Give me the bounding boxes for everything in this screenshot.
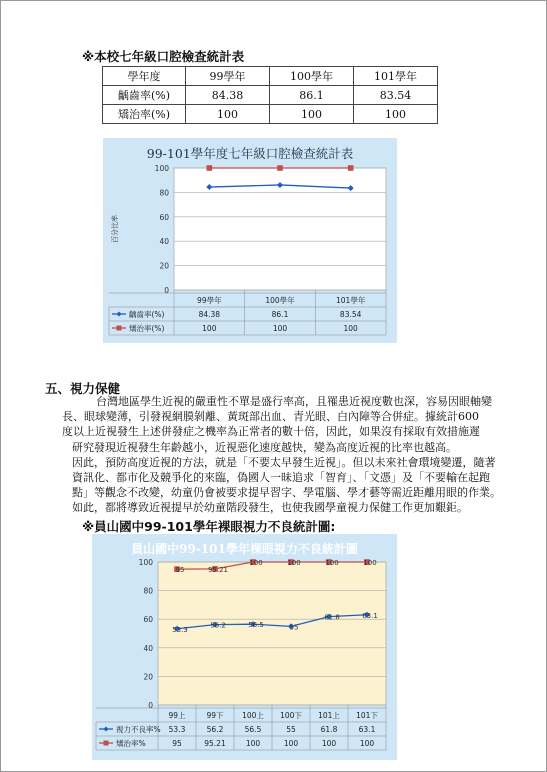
table-value: 63.1 [358, 725, 376, 734]
paragraph-line: 如此，都將導致近視提早於幼童階段發生，也使我國學童視力保健工作更加艱鉅。 [72, 501, 468, 515]
paragraph-line: 度以上近視發生上述併發症之機率為正常者的數十倍，因此，如果沒有採取有效措施遲 [62, 425, 480, 439]
data-label: 56.2 [210, 621, 226, 630]
data-label: 53.3 [172, 625, 188, 634]
x-tick-label: 99學年 [197, 296, 222, 305]
y-axis-label: 百分比率 [111, 215, 119, 243]
x-tick-label: 101學年 [336, 296, 366, 305]
table-cell: 83.54 [354, 86, 438, 105]
table-value: 100 [272, 324, 288, 333]
table-row [103, 105, 438, 124]
oral-exam-table [102, 66, 438, 124]
data-label: 100 [249, 559, 263, 567]
y-tick-label: 60 [159, 212, 169, 222]
data-label: 61.8 [324, 613, 340, 622]
table-value: 86.1 [271, 310, 289, 319]
table-value: 56.2 [206, 725, 224, 734]
table-value: 56.5 [244, 725, 262, 734]
oral-exam-chart-svg [103, 138, 397, 343]
legend-marker [104, 727, 109, 732]
table-value: 100 [283, 739, 299, 748]
y-tick-label: 40 [143, 643, 153, 653]
y-tick-label: 0 [148, 701, 153, 710]
table-value: 61.8 [320, 725, 338, 734]
table-header-cell: 99學年 [186, 67, 270, 86]
section-title: 五、視力保健 [45, 381, 121, 396]
table-value: 95 [172, 739, 182, 748]
vision-paragraph [62, 394, 524, 516]
table-row-label: 矯治率(%) [103, 105, 186, 124]
table-value: 100 [245, 739, 261, 748]
y-tick-label: 100 [138, 558, 153, 567]
paragraph-line: 台灣地區學生近視的嚴重性不單是盛行率高，且罹患近視度數也深，容易因眼軸變 [96, 395, 492, 408]
data-label: 63.1 [362, 611, 378, 620]
x-tick-label: 101上 [318, 711, 340, 720]
data-point [277, 165, 283, 171]
table-cell: 100 [186, 105, 270, 124]
legend-label: 視力不良率% [116, 725, 161, 734]
paragraph-line: 長、眼球變薄，引發視網膜剝離、黃斑部出血、青光眼、白內障等合併症。據統計600 [62, 410, 479, 424]
table-cell: 84.38 [186, 86, 270, 105]
table-value: 84.38 [198, 310, 221, 319]
x-tick-label: 99下 [206, 711, 224, 720]
legend-label: 齲齒率(%) [129, 310, 165, 319]
paragraph-line: 資訊化、都市化及競爭化的來臨，偽國人一昧追求「智育」、「文憑」及「不要輸在起跑 [72, 471, 490, 485]
vision-chart-heading: ※員山國中99-101學年裸眼視力不良統計圖: [82, 519, 336, 534]
data-label: 55 [289, 623, 299, 632]
x-tick-label: 100學年 [265, 296, 295, 305]
table-value: 100 [202, 324, 217, 333]
y-tick-label: 80 [159, 188, 169, 198]
data-label: 95.21 [207, 565, 229, 574]
data-point [207, 165, 213, 171]
y-tick-label: 100 [154, 164, 169, 173]
y-tick-label: 20 [143, 672, 153, 682]
table-value: 83.54 [339, 310, 362, 319]
chart-title: 99-101學年度七年級口腔檢查統計表 [146, 146, 354, 161]
table-value: 53.3 [168, 725, 186, 734]
table-value: 100 [343, 324, 358, 333]
x-tick-label: 100上 [242, 711, 264, 720]
table-header-cell: 100學年 [270, 67, 354, 86]
legend-marker [117, 312, 122, 317]
x-tick-label: 99上 [168, 711, 186, 720]
y-tick-label: 20 [159, 261, 169, 271]
data-label: 100 [325, 559, 339, 567]
data-label: 95 [175, 566, 185, 575]
table-header-cell: 101學年 [354, 67, 438, 86]
table-row [103, 86, 438, 105]
table-header-cell: 學年度 [103, 67, 186, 86]
table-row-label: 齲齒率(%) [103, 86, 186, 105]
vision-chart-svg [92, 534, 397, 760]
paragraph-line: 因此，預防高度近視的方法，就是「不要太早發生近視」。但以未來社會環境變遷，隨著 [72, 455, 496, 469]
data-point [348, 165, 354, 171]
plot-area [158, 562, 386, 705]
legend-label: 矯治率% [116, 739, 146, 748]
legend-marker [104, 741, 109, 746]
table-cell: 86.1 [270, 86, 354, 105]
y-tick-label: 0 [164, 286, 169, 295]
y-tick-label: 80 [143, 586, 153, 596]
table-cell: 100 [270, 105, 354, 124]
data-label: 100 [363, 559, 377, 567]
table-value: 55 [286, 725, 296, 734]
y-tick-label: 60 [143, 615, 153, 625]
table-value: 95.21 [204, 739, 226, 748]
oral-exam-chart [103, 138, 397, 343]
legend-label: 矯治率(%) [129, 324, 165, 333]
x-tick-label: 100下 [280, 711, 302, 720]
paragraph-line: 研究發現近視發生年齡越小，近視惡化速度越快，變為高度近視的比率也越高。 [72, 440, 457, 454]
paragraph-line: 點」等觀念不改變，幼童仍會被要求提早習字、學電腦、學才藝等需近距離用眼的作業。 [72, 486, 501, 500]
chart-title: 員山國中99-101學年裸眼視力不良統計圖 [131, 542, 358, 556]
vision-chart [92, 534, 397, 760]
table-value: 100 [321, 739, 337, 748]
y-tick-label: 40 [159, 237, 169, 247]
table-header-row [103, 67, 438, 86]
data-label: 100 [287, 559, 301, 567]
x-tick-label: 101下 [356, 711, 378, 720]
data-label: 56.5 [248, 621, 264, 630]
oral-exam-heading: ※本校七年級口腔檢查統計表 [82, 49, 245, 64]
table-value: 100 [359, 739, 375, 748]
table-cell: 100 [354, 105, 438, 124]
legend-marker [117, 326, 122, 331]
